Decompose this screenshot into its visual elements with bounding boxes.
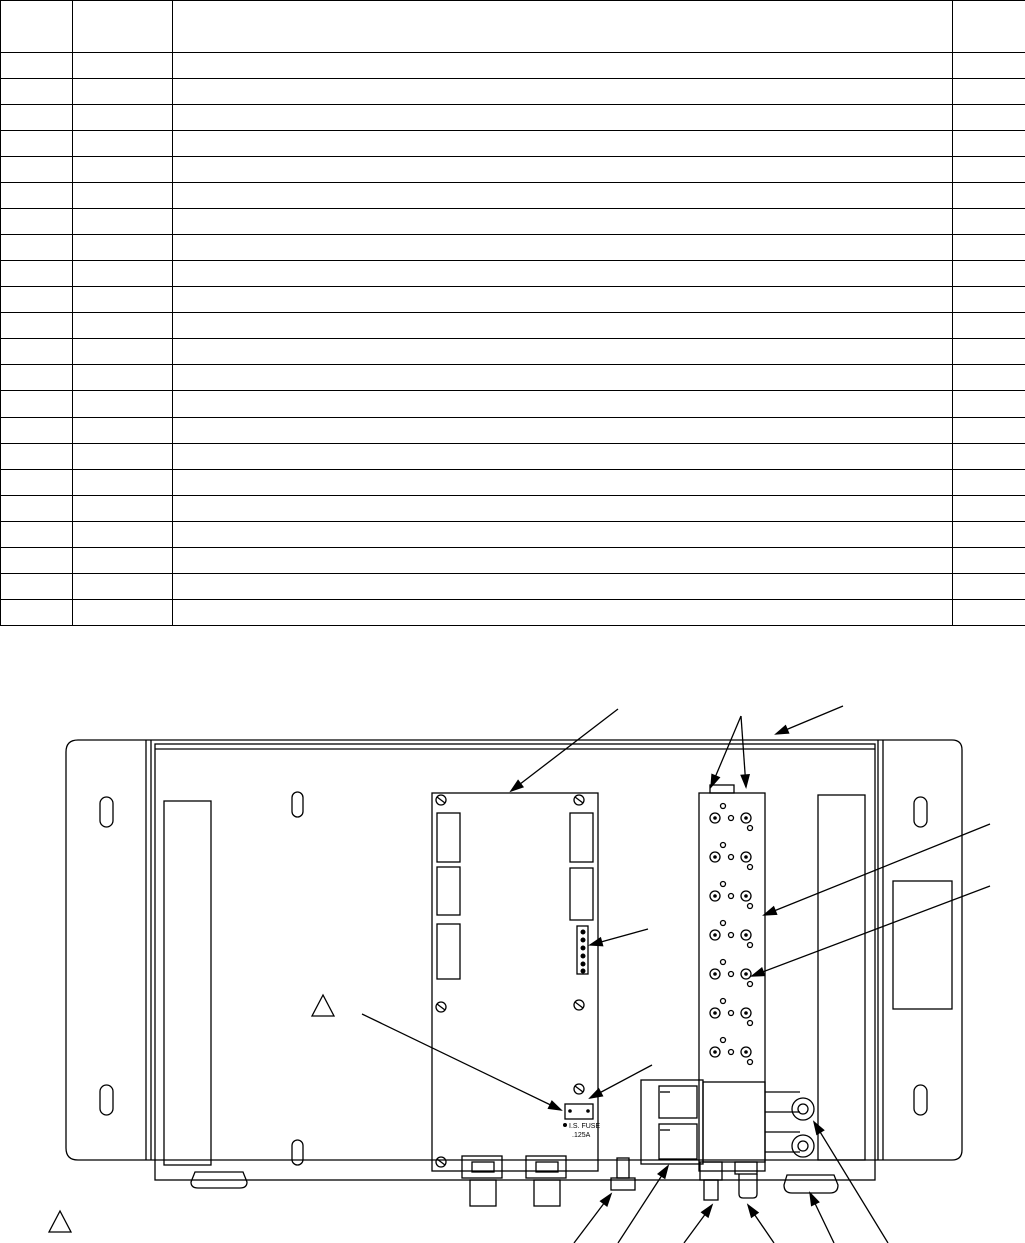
- table-cell: [73, 79, 173, 105]
- arrowhead: [748, 1205, 758, 1217]
- mounting-slots: [100, 792, 927, 1165]
- manifold-port: [721, 921, 726, 926]
- manifold-port: [721, 882, 726, 887]
- table-cell: [73, 495, 173, 521]
- table-cell: [73, 105, 173, 131]
- manifold-port: [721, 804, 726, 809]
- manifold-screw-center: [744, 855, 748, 859]
- table-cell: [1, 157, 73, 183]
- manifold-port: [748, 943, 753, 948]
- table-row: [1, 313, 1025, 339]
- leader-line: [511, 709, 618, 791]
- table-row: [1, 79, 1025, 105]
- table-cell: [173, 391, 953, 417]
- table-cell: [1, 261, 73, 287]
- manifold-port: [729, 894, 734, 899]
- table-cell: [953, 157, 1025, 183]
- table-header-cell: [1, 1, 73, 53]
- table-cell: [1, 365, 73, 391]
- table-cell: [173, 157, 953, 183]
- table-cell: [173, 313, 953, 339]
- table-header-cell: [953, 1, 1025, 53]
- table-cell: [1, 417, 73, 443]
- table-cell: [1, 573, 73, 599]
- table-cell: [953, 183, 1025, 209]
- table-cell: [173, 521, 953, 547]
- fuse-label: I.S. FUSE: [569, 1123, 601, 1130]
- leader-line: [362, 1014, 561, 1110]
- table-row: [1, 495, 1025, 521]
- table-cell: [73, 339, 173, 365]
- table-cell: [1, 339, 73, 365]
- manifold-port: [748, 1021, 753, 1026]
- table-cell: [953, 235, 1025, 261]
- table-cell: [73, 183, 173, 209]
- warning-triangle: [49, 1211, 71, 1232]
- table-row: [1, 521, 1025, 547]
- table-row: [1, 391, 1025, 417]
- table-cell: [73, 599, 173, 625]
- table-cell: [953, 495, 1025, 521]
- arrowhead: [702, 1205, 712, 1217]
- table-cell: [953, 521, 1025, 547]
- table-cell: [73, 313, 173, 339]
- table-cell: [953, 313, 1025, 339]
- manifold-port: [748, 1060, 753, 1065]
- table-row: [1, 157, 1025, 183]
- table-cell: [173, 235, 953, 261]
- manifold-screw-center: [744, 933, 748, 937]
- table-cell: [73, 417, 173, 443]
- table-cell: [953, 547, 1025, 573]
- manifold-port: [721, 1038, 726, 1043]
- table-cell: [173, 261, 953, 287]
- table-cell: [173, 209, 953, 235]
- table-cell: [173, 183, 953, 209]
- table-cell: [953, 469, 1025, 495]
- manifold-screw-center: [744, 1011, 748, 1015]
- table-row: [1, 469, 1025, 495]
- table-row: [1, 599, 1025, 625]
- table-cell: [953, 209, 1025, 235]
- manifold-port: [729, 855, 734, 860]
- table-cell: [173, 365, 953, 391]
- table-cell: [173, 339, 953, 365]
- table-row: [1, 261, 1025, 287]
- manifold-port: [721, 843, 726, 848]
- table-cell: [1, 105, 73, 131]
- table-row: [1, 573, 1025, 599]
- table-cell: [953, 391, 1025, 417]
- manifold-screw-center: [713, 1050, 717, 1054]
- manifold-port: [748, 865, 753, 870]
- table-cell: [73, 547, 173, 573]
- table-cell: [73, 287, 173, 313]
- table-cell: [73, 391, 173, 417]
- table-cell: [953, 131, 1025, 157]
- table-cell: [73, 53, 173, 79]
- manifold-screw-center: [713, 855, 717, 859]
- table-row: [1, 417, 1025, 443]
- manifold-port: [748, 982, 753, 987]
- arrowhead: [810, 1193, 819, 1206]
- table-header-row: [1, 1, 1025, 53]
- table-row: [1, 235, 1025, 261]
- table-header-cell: [73, 1, 173, 53]
- table-cell: [73, 573, 173, 599]
- table-cell: [1, 131, 73, 157]
- table-cell: [1, 391, 73, 417]
- table-cell: [1, 53, 73, 79]
- table-row: [1, 443, 1025, 469]
- manifold-screw-center: [713, 894, 717, 898]
- warning-triangle: [312, 995, 334, 1016]
- table-cell: [73, 443, 173, 469]
- table-cell: [1, 443, 73, 469]
- table-row: [1, 547, 1025, 573]
- table-cell: [73, 469, 173, 495]
- table-cell: [953, 105, 1025, 131]
- table-cell: [1, 469, 73, 495]
- base-plate: [66, 740, 962, 1180]
- table-row: [1, 131, 1025, 157]
- manifold-screw-center: [744, 894, 748, 898]
- table-cell: [953, 417, 1025, 443]
- manifold-port: [748, 904, 753, 909]
- leader-line: [752, 886, 990, 976]
- valve-assembly: [641, 1080, 814, 1200]
- table-cell: [73, 157, 173, 183]
- manifold-port: [721, 999, 726, 1004]
- table-cell: [953, 339, 1025, 365]
- table-cell: [953, 443, 1025, 469]
- manifold-screw-center: [744, 816, 748, 820]
- table-cell: [173, 417, 953, 443]
- table-cell: [953, 599, 1025, 625]
- table-cell: [73, 365, 173, 391]
- table-cell: [1, 599, 73, 625]
- table-cell: [1, 547, 73, 573]
- table-cell: [73, 261, 173, 287]
- table-cell: [1, 235, 73, 261]
- arrowhead: [741, 775, 749, 787]
- table-row: [1, 339, 1025, 365]
- table-row: [1, 183, 1025, 209]
- table-cell: [1, 313, 73, 339]
- table-cell: [173, 105, 953, 131]
- table-row: [1, 365, 1025, 391]
- table-cell: [953, 53, 1025, 79]
- arrowhead: [764, 907, 777, 915]
- table-cell: [173, 443, 953, 469]
- arrowhead: [601, 1194, 611, 1206]
- manifold-port: [748, 826, 753, 831]
- table-cell: [173, 547, 953, 573]
- manifold-screw-center: [713, 1011, 717, 1015]
- assembly-drawing: [0, 640, 1025, 1243]
- table-cell: [173, 53, 953, 79]
- table-cell: [953, 365, 1025, 391]
- callout-leaders: [362, 706, 990, 1243]
- table-cell: [173, 495, 953, 521]
- table-cell: [1, 495, 73, 521]
- table-row: [1, 105, 1025, 131]
- table-cell: [953, 573, 1025, 599]
- manifold-port: [721, 960, 726, 965]
- table-cell: [73, 235, 173, 261]
- arrowhead: [590, 938, 603, 946]
- table-row: [1, 287, 1025, 313]
- manifold-screw-center: [744, 972, 748, 976]
- circuit-board: [432, 793, 600, 1171]
- manifold-screw-center: [713, 933, 717, 937]
- arrowhead: [548, 1101, 561, 1110]
- arrowhead: [590, 1089, 602, 1098]
- table-cell: [173, 599, 953, 625]
- arrowhead: [658, 1166, 668, 1178]
- table-cell: [173, 131, 953, 157]
- table-cell: [173, 287, 953, 313]
- table-cell: [173, 469, 953, 495]
- manifold-port: [729, 933, 734, 938]
- manifold-port: [729, 972, 734, 977]
- table-cell: [1, 209, 73, 235]
- table-cell: [1, 183, 73, 209]
- manifold-port: [729, 1011, 734, 1016]
- table-cell: [953, 287, 1025, 313]
- table-cell: [1, 79, 73, 105]
- manifold-screw-center: [713, 816, 717, 820]
- table-cell: [953, 261, 1025, 287]
- table-cell: [73, 131, 173, 157]
- arrowhead: [752, 968, 765, 976]
- table-cell: [73, 521, 173, 547]
- manifold-port: [729, 816, 734, 821]
- base-feet: [191, 1172, 838, 1193]
- table-cell: [1, 521, 73, 547]
- solenoid-manifold: [699, 785, 765, 1171]
- table-cell: [1, 287, 73, 313]
- fuse-rating-label: .125A: [572, 1132, 591, 1139]
- arrowhead: [814, 1122, 824, 1134]
- table-cell: [173, 79, 953, 105]
- manifold-screw-center: [713, 972, 717, 976]
- table-header-cell: [173, 1, 953, 53]
- arrowhead: [511, 781, 523, 791]
- leader-line: [764, 824, 990, 915]
- arrowhead: [776, 726, 789, 734]
- manifold-port: [729, 1050, 734, 1055]
- table-cell: [173, 573, 953, 599]
- table-cell: [953, 79, 1025, 105]
- table-row: [1, 209, 1025, 235]
- table-row: [1, 53, 1025, 79]
- manifold-screw-center: [744, 1050, 748, 1054]
- table-cell: [73, 209, 173, 235]
